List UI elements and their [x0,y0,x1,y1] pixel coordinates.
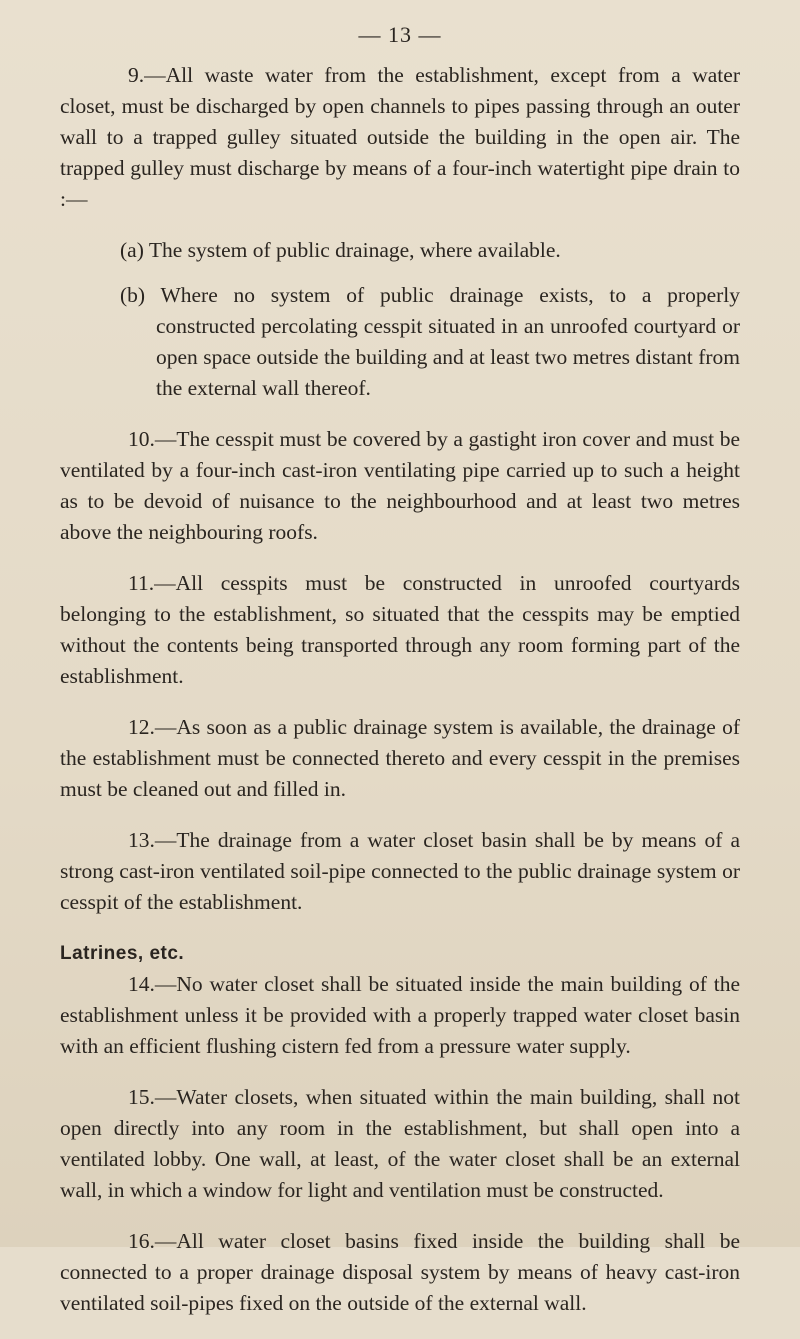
paragraph-12: 12.—As soon as a public drainage system is available, the drainage of the establishment must be connected thereto and every cesspit in the premises must be cleaned out and filled in. [60,715,740,801]
paragraph-9a: (a) The system of public drainage, where available. [120,238,561,262]
paragraph-9: 9.—All waste water from the establishment, except from a water closet, must be discharged by open channels to pipes passing through an outer wall to a trapped gulley situated outside the building in the open air. The trapped gulley must discharge by means of a four-inch watertight pipe drain to :— [60,63,740,211]
document-body [60,60,740,1339]
paragraph-11: 11.—All cesspits must be constructed in unroofed courtyards belonging to the establishment, so situated that the cesspits may be emptied without the contents being transported through any room forming part of the establishment. [60,571,740,688]
page-number: — 13 — [358,22,442,47]
paragraph-10: 10.—The cesspit must be covered by a gastight iron cover and must be ventilated by a four-inch cast-iron ventilating pipe carried up to such a height as to be devoid of nuisance to the neighbourhood and at least two metres above the neighbouring roofs. [60,427,740,544]
section-heading-latrines: Latrines, etc. [60,943,185,964]
paragraph-14: 14.—No water closet shall be situated inside the main building of the establishment unless it be provided with a properly trapped water closet basin with an efficient flushing cistern fed from a pressure water supply. [60,972,740,1058]
paragraph-13: 13.—The drainage from a water closet basin shall be by means of a strong cast-iron ventilated soil-pipe connected to the public drainage system or cesspit of the establishment. [60,828,740,914]
paragraph-16: 16.—All water closet basins fixed inside the building shall be connected to a proper drainage disposal system by means of heavy cast-iron ventilated soil-pipes fixed on the outside of the external wall. [60,1229,740,1315]
paragraph-9b: (b) Where no system of public drainage exists, to a properly constructed percolating cesspit situated in an unroofed courtyard or open space outside the building and at least two metres distant from the external wall thereof. [120,283,740,400]
paragraph-15: 15.—Water closets, when situated within the main building, shall not open directly into any room in the establishment, but shall open into a ventilated lobby. One wall, at least, of the water closet shall be an external wall, in which a window for light and ventilation must be constructed. [60,1085,740,1202]
